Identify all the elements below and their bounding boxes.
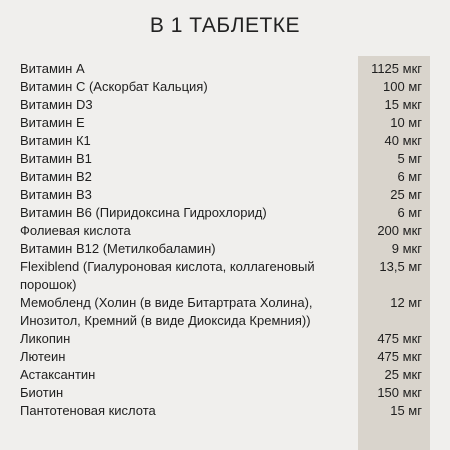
- table-row: [20, 132, 430, 150]
- nutrient-amount: 15 мкг: [384, 97, 422, 112]
- table-row: [20, 78, 430, 96]
- nutrient-name: Витамин В12 (Метилкобаламин): [20, 241, 216, 256]
- nutrient-name: Биотин: [20, 385, 64, 400]
- nutrient-amount: 6 мг: [397, 169, 422, 184]
- nutrient-table: [20, 60, 430, 420]
- nutrient-name: Витамин В3: [20, 187, 92, 202]
- nutrient-amount: 25 мкг: [384, 367, 422, 382]
- nutrient-name: Астаксантин: [20, 367, 96, 382]
- table-row: [20, 330, 430, 348]
- nutrient-name: Пантотеновая кислота: [20, 403, 156, 418]
- nutrient-amount: 150 мкг: [377, 385, 422, 400]
- nutrient-name: Ликопин: [20, 331, 71, 346]
- table-row: [20, 258, 430, 294]
- table-row: [20, 204, 430, 222]
- nutrient-name: Витамин В6 (Пиридоксина Гидрохлорид): [20, 205, 267, 220]
- nutrient-amount: 25 мг: [390, 187, 422, 202]
- table-row: [20, 348, 430, 366]
- nutrient-amount: 9 мкг: [391, 241, 422, 256]
- nutrient-name: Витамин Е: [20, 115, 85, 130]
- nutrient-amount: 1125 мкг: [371, 61, 422, 76]
- page-title: В 1 ТАБЛЕТКЕ: [149, 14, 301, 37]
- nutrient-amount: 475 мкг: [377, 349, 422, 364]
- table-row: [20, 294, 430, 330]
- table-row: [20, 168, 430, 186]
- table-row: [20, 384, 430, 402]
- nutrient-name: Лютеин: [20, 349, 66, 364]
- table-row: [20, 150, 430, 168]
- nutrient-amount: 100 мг: [383, 79, 422, 94]
- nutrient-amount: 10 мг: [390, 115, 422, 130]
- table-row: [20, 96, 430, 114]
- nutrient-amount: 15 мг: [390, 403, 422, 418]
- nutrient-amount: 40 мкг: [384, 133, 422, 148]
- nutrient-name: Витамин С (Аскорбат Кальция): [20, 79, 208, 94]
- table-row: [20, 402, 430, 420]
- nutrient-name: Flexiblend (Гиалуроновая кислота, коллагеновый порошок): [20, 259, 315, 292]
- nutrient-name: Витамин D3: [20, 97, 93, 112]
- table-row: [20, 186, 430, 204]
- nutrient-amount: 5 мг: [397, 151, 422, 166]
- table-row: [20, 222, 430, 240]
- nutrient-name: Мемобленд (Холин (в виде Битартрата Холина), Инозитол, Кремний (в виде Диоксида Кремния)): [20, 295, 313, 328]
- table-row: [20, 240, 430, 258]
- nutrient-amount: 475 мкг: [377, 331, 422, 346]
- nutrient-amount: 12 мг: [390, 295, 422, 310]
- nutrient-name: Фолиевая кислота: [20, 223, 131, 238]
- table-row: [20, 114, 430, 132]
- table-row: [20, 60, 430, 78]
- nutrient-name: Витамин К1: [20, 133, 91, 148]
- nutrient-name: Витамин В1: [20, 151, 92, 166]
- nutrient-amount: 6 мг: [397, 205, 422, 220]
- nutrient-amount: 200 мкг: [377, 223, 422, 238]
- nutrient-name: Витамин А: [20, 61, 85, 76]
- nutrient-name: Витамин В2: [20, 169, 92, 184]
- table-row: [20, 366, 430, 384]
- nutrient-amount: 13,5 мг: [379, 259, 422, 274]
